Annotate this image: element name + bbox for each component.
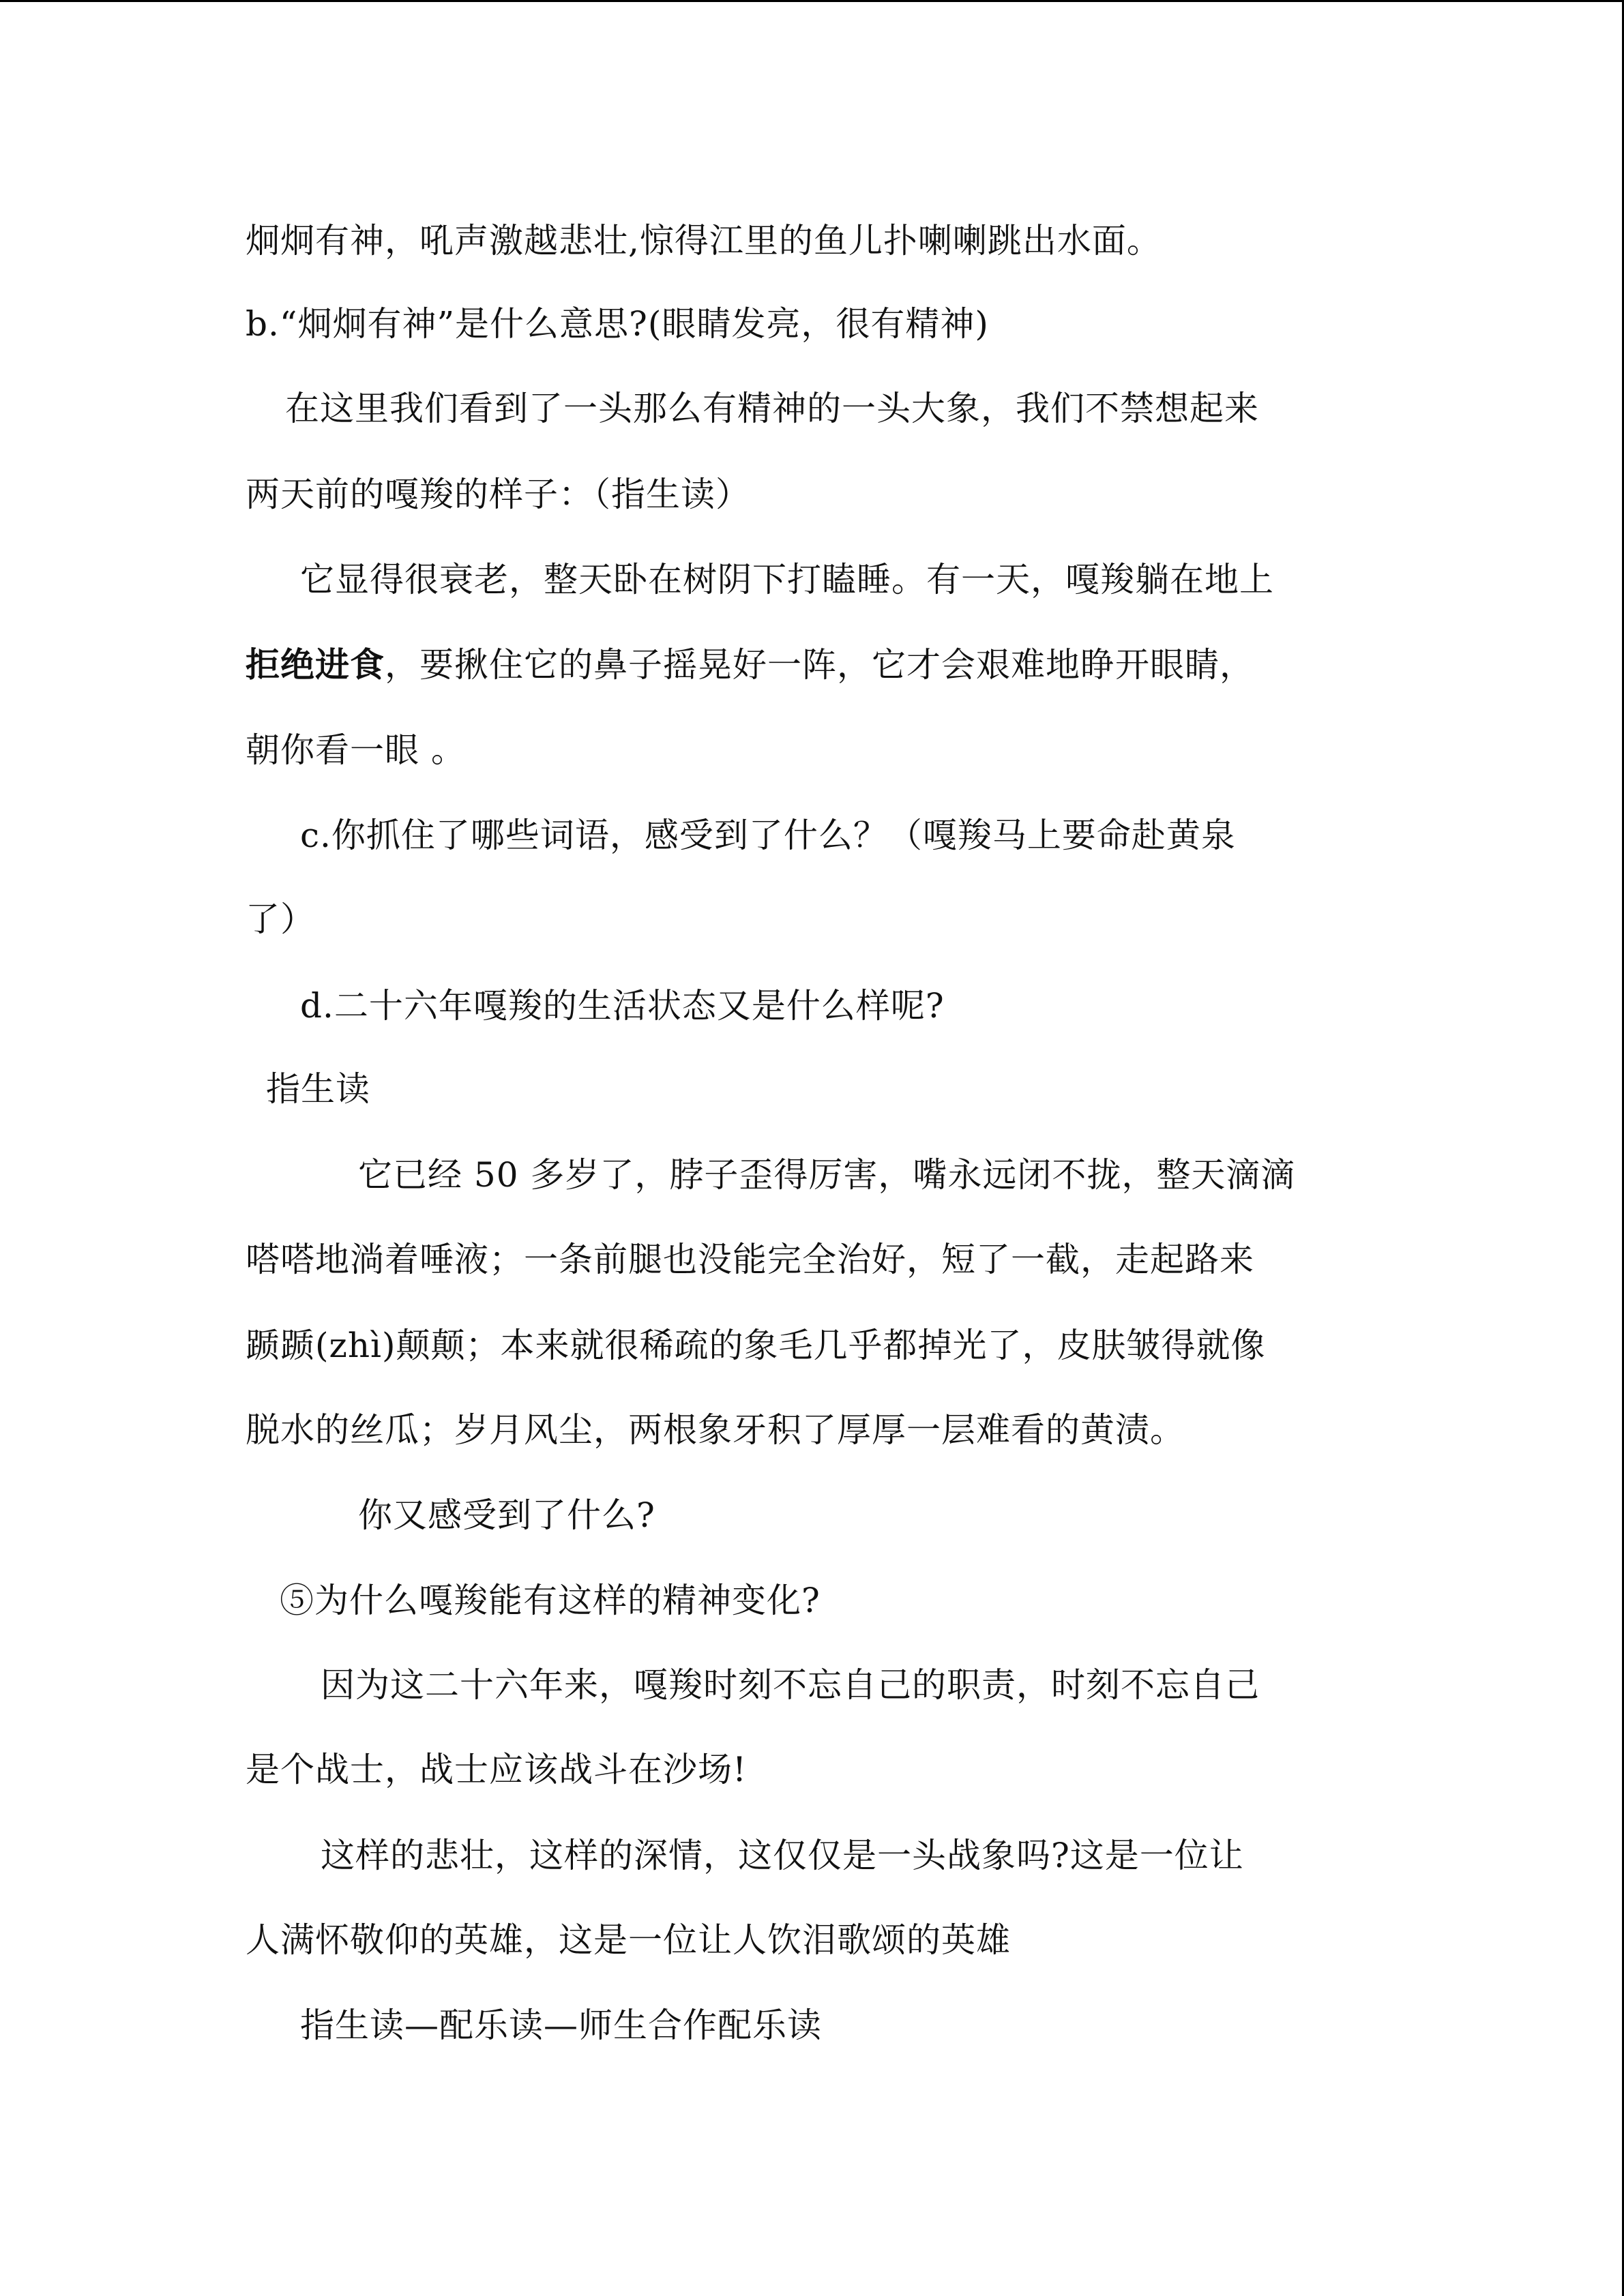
reading-instruction: 指生读—配乐读—师生合作配乐读	[300, 2006, 822, 2045]
text-line-7: 朝你看一眼 。	[246, 730, 466, 770]
text-line-3: 在这里我们看到了一头那么有精神的一头大象，我们不禁想起来	[285, 389, 1259, 428]
text-line-9: 了）	[246, 899, 315, 939]
question-c: c.你抓住了哪些词语，感受到了什么？（嘎羧马上要命赴黄泉	[300, 816, 1236, 855]
text-line-6-rest: ，要揪住它的鼻子摇晃好一阵，它才会艰难地睁开眼睛，	[385, 645, 1254, 685]
question-feeling: 你又感受到了什么?	[358, 1495, 655, 1535]
hero-line-2: 人满怀敬仰的英雄，这是一位让人饮泪歌颂的英雄	[246, 1920, 1011, 1960]
answer-line-2: 是个战士，战士应该战斗在沙场!	[246, 1750, 748, 1789]
quote-line-1: 它已经 50 多岁了，脖子歪得厉害，嘴永远闭不拢，整天滴滴	[358, 1155, 1296, 1195]
text-line-1: 炯炯有神，吼声激越悲壮,惊得江里的鱼儿扑喇喇跳出水面。	[246, 221, 1162, 260]
page-top-border	[0, 0, 1624, 2]
text-line-4: 两天前的嘎羧的样子：（指生读）	[246, 475, 750, 514]
text-line-6	[246, 641, 1254, 689]
question-d: d.二十六年嘎羧的生活状态又是什么样呢?	[300, 986, 945, 1026]
question-5: ⑤为什么嘎羧能有这样的精神变化?	[280, 1581, 821, 1620]
quote-line-4: 脱水的丝瓜；岁月风尘，两根象牙积了厚厚一层难看的黄渍。	[246, 1410, 1185, 1450]
answer-line-1: 因为这二十六年来，嘎羧时刻不忘自己的职责，时刻不忘自己	[321, 1665, 1260, 1705]
text-line-5: 它显得很衰老，整天卧在树阴下打瞌睡。有一天，嘎羧躺在地上	[300, 560, 1274, 599]
quote-line-3: 踬踬(zhì)颠颠；本来就很稀疏的象毛几乎都掉光了，皮肤皱得就像	[246, 1326, 1266, 1365]
bold-phrase: 拒绝进食	[246, 645, 385, 685]
hero-line-1: 这样的悲壮，这样的深情，这仅仅是一头战象吗?这是一位让	[321, 1836, 1244, 1875]
instruction-read: 指生读	[266, 1069, 370, 1109]
text-line-2: b.“炯炯有神”是什么意思?(眼睛发亮，很有精神)	[246, 304, 989, 344]
quote-line-2: 嗒嗒地淌着唾液；一条前腿也没能完全治好，短了一截，走起路来	[246, 1240, 1254, 1279]
